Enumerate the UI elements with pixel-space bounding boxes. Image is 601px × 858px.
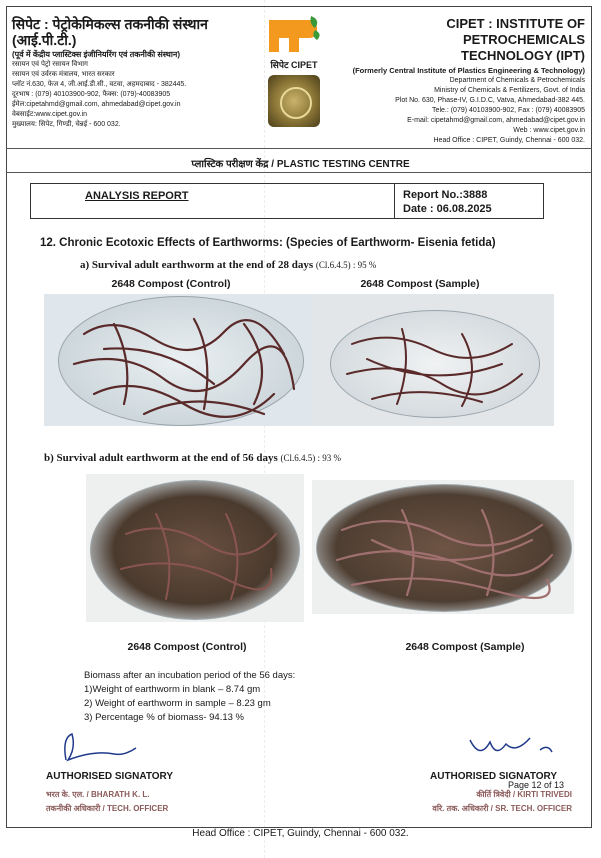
caption-sample-28: 2648 Compost (Sample) — [360, 278, 480, 290]
report-info-box — [30, 183, 544, 219]
biomass-intro: Biomass after an incubation period of the 56 days: — [84, 670, 296, 681]
subsection-b-result: (Cl.6.4.5) : 93 % — [280, 453, 342, 463]
institute-subtitle-hindi: (पूर्व में केंद्रीय प्लास्टिक्स इंजीनियरिंग एवं तकनीकी संस्थान) — [12, 50, 181, 59]
earthworms-control-28 — [44, 294, 312, 426]
cipet-logo — [259, 14, 329, 127]
header-right — [335, 16, 585, 146]
subsection-a — [80, 259, 376, 271]
signatory-right-designation: वरि. तक. अधिकारी / SR. TECH. OFFICER — [432, 804, 572, 813]
signatory-right-stamp — [400, 788, 572, 816]
header-right-line: Head Office : CIPET, Guindy, Chennai - 600 032. — [433, 137, 585, 144]
header-right-line: Department of Chemicals & Petrochemicals — [449, 77, 585, 84]
header-left-line: प्लॉट नं.630, फेज 4, जी.आई.डी.सी., वटवा, अहमदाबाद - 382445. — [12, 81, 187, 88]
institute-title-line2: TECHNOLOGY (IPT) — [461, 48, 585, 63]
signatory-left-designation: तकनीकी अधिकारी / TECH. OFFICER — [46, 804, 169, 813]
hologram-seal — [268, 75, 320, 127]
centre-name: प्लास्टिक परीक्षण केंद्र / PLASTIC TESTING CENTRE — [191, 159, 410, 170]
report-number-date — [403, 188, 492, 216]
subsection-a-text: a) Survival adult earthworm at the end of 28 days — [80, 259, 314, 271]
earthworms-control-56 — [86, 474, 304, 622]
header-right-line: Tele.: (079) 40103900-902, Fax : (079) 40083905 — [432, 107, 585, 114]
signature-right — [460, 730, 560, 766]
institute-former-name: (Formerly Central Institute of Plastics Engineering & Technology) — [352, 66, 585, 75]
signatory-left — [46, 730, 226, 816]
header-left-line: रसायन एवं उर्वरक मंत्रालय, भारत सरकार — [12, 71, 115, 78]
cipet-logo-icon — [265, 14, 323, 56]
institute-title-line1: CIPET : INSTITUTE OF PETROCHEMICALS — [446, 16, 585, 47]
signatory-left-stamp — [46, 788, 226, 816]
earthworms-sample-28 — [312, 294, 554, 426]
biomass-item: 2) Weight of earthworm in sample – 8.23 gm — [84, 698, 271, 709]
photo-sample-28 — [312, 294, 554, 426]
header-left — [12, 16, 252, 130]
report-date: Date : 06.08.2025 — [403, 203, 492, 215]
biomass-item: 1)Weight of earthworm in blank – 8.74 gm — [84, 684, 261, 695]
centre-divider — [6, 172, 592, 173]
signatory-left-name: भरत के. एल. / BHARATH K. L. — [46, 790, 150, 799]
header-left-line: दूरभाष : (079) 40103900-902, फैक्स: (079)-40083905 — [12, 91, 171, 98]
report-number: Report No.:3888 — [403, 189, 488, 201]
footer-head-office: Head Office : CIPET, Guindy, Chennai - 600 032. — [192, 828, 409, 839]
photo-control-28 — [44, 294, 312, 426]
subsection-a-result: (Cl.6.4.5) : 95 % — [315, 260, 377, 270]
header-left-line: वेबसाईट:www.cipet.gov.in — [12, 111, 87, 118]
header-right-line: Ministry of Chemicals & Fertilizers, Govt. of India — [434, 87, 585, 94]
signatory-left-title: AUTHORISED SIGNATORY — [46, 771, 174, 782]
logo-caption: सिपेट CIPET — [270, 60, 318, 70]
signatory-right-name: कीर्ति त्रिवेदी / KIRTI TRIVEDI — [476, 790, 572, 799]
signatory-right-title: AUTHORISED SIGNATORY — [430, 771, 558, 782]
caption-control-28: 2648 Compost (Control) — [111, 278, 231, 290]
earthworms-sample-56 — [312, 480, 574, 614]
header-left-line: मुख्यालय: सिपेट, गिण्डी, चेन्नई - 600 032. — [12, 121, 121, 128]
caption-control-56: 2648 Compost (Control) — [127, 641, 247, 653]
header-right-line: E-mail: cipetahmd@gmail.com, ahmedabad@cipet.gov.in — [407, 117, 585, 124]
header-left-line: ईमेल:cipetahmd@gmail.com, ahmedabad@cipet.gov.in — [12, 101, 181, 108]
subsection-b — [44, 452, 341, 464]
photo-control-56 — [86, 474, 304, 622]
biomass-item: 3) Percentage % of biomass- 94.13 % — [84, 712, 245, 723]
header-right-line: Plot No. 630, Phase-IV, G.I.D.C, Vatva, Ahmedabad-382 445. — [395, 97, 585, 104]
biomass-results — [84, 669, 295, 725]
header-left-line: रसायन एवं पेट्रो रसायन विभाग — [12, 61, 88, 68]
subsection-b-text: b) Survival adult earthworm at the end of 56 days — [44, 452, 278, 464]
header-right-line: Web : www.cipet.gov.in — [513, 127, 585, 134]
report-title: ANALYSIS REPORT — [85, 190, 189, 202]
institute-title-hindi: सिपेट : पेट्रोकेमिकल्स तकनीकी संस्थान (आई.पी.टी.) — [12, 16, 208, 48]
signature-left — [54, 730, 144, 766]
photo-sample-56 — [312, 480, 574, 614]
section-heading: 12. Chronic Ecotoxic Effects of Earthworms: (Species of Earthworm- Eisenia fetida) — [40, 237, 496, 249]
caption-sample-56: 2648 Compost (Sample) — [405, 641, 525, 653]
header-divider — [6, 148, 592, 149]
page-number: Page 12 of 13 — [508, 780, 565, 790]
signatory-right — [400, 730, 590, 816]
